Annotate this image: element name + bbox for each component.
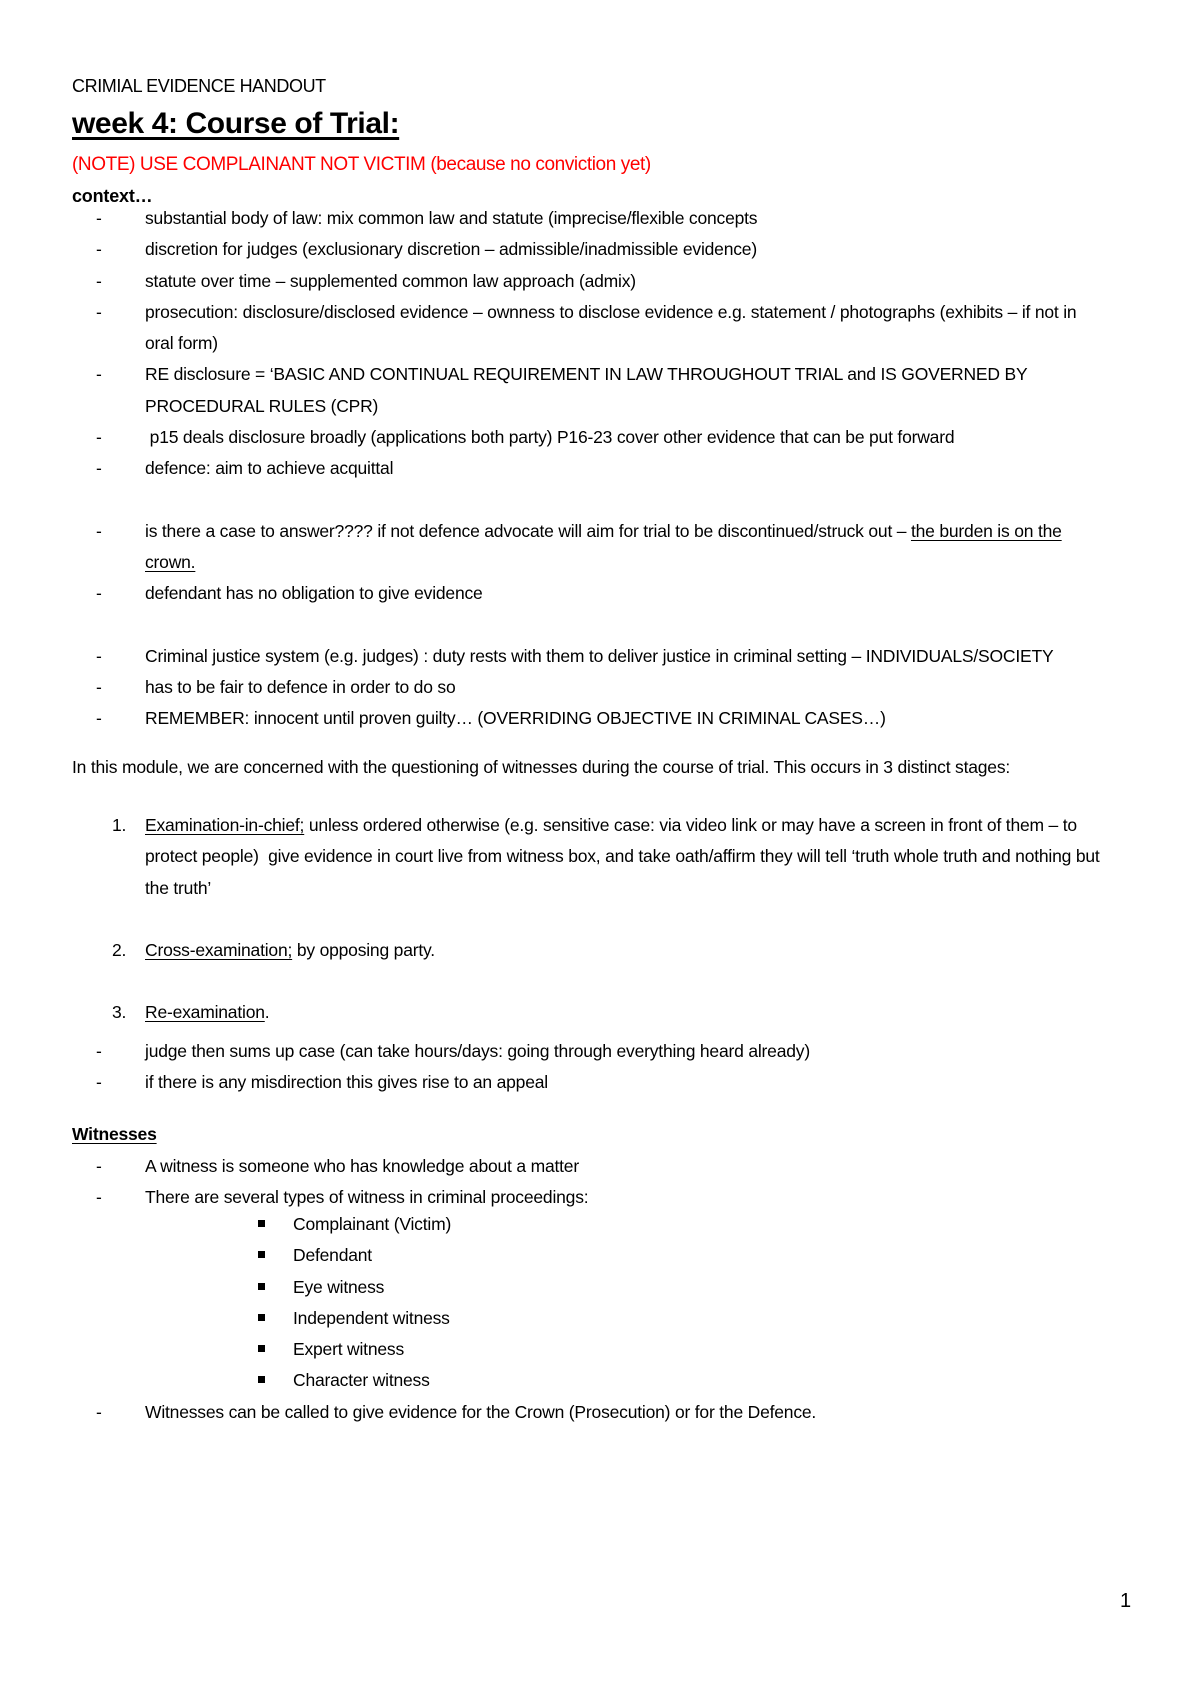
witness-type-item (255, 1209, 451, 1240)
list-item-text: discretion for judges (exclusionary discretion – admissible/inadmissible evidence) (145, 239, 757, 260)
square-bullet-icon (258, 1376, 265, 1383)
stage-label: Examination-in-chief; (145, 815, 305, 835)
list-item-text: Criminal justice system (e.g. judges) : duty rests with them to deliver justice in criminal setting – INDIVIDUALS/SOCIETY (145, 645, 1054, 666)
dash-bullet: - (96, 645, 102, 666)
stage-item (96, 935, 1136, 966)
list-item (96, 1036, 1136, 1067)
list-item-text: is there a case to answer???? if not defence advocate will aim for trial to be discontinued/struck out – (145, 520, 911, 541)
list-item (96, 359, 1136, 422)
dash-bullet: - (96, 1072, 102, 1093)
square-bullet-icon (258, 1220, 265, 1227)
list-item (96, 516, 1136, 579)
stage-item (96, 997, 1136, 1028)
dash-bullet: - (96, 1187, 102, 1208)
list-item (96, 641, 1136, 672)
list-item-text: judge then sums up case (can take hours/days: going through everything heard already) (145, 1041, 810, 1061)
stage-text: unless ordered otherwise (e.g. sensitive case: via video link or may have a screen in front of them – to protect people) give evidence in court live from witness box, and take oath/affirm they will tell ‘truth whole truth and nothing but the truth’ (145, 815, 1105, 898)
witness-type-text: Defendant (293, 1245, 372, 1266)
witness-type-text: Character witness (293, 1370, 430, 1391)
list-item (96, 453, 1136, 484)
dash-bullet: - (96, 1041, 102, 1061)
list-item-text: Witnesses can be called to give evidence for the Crown (Prosecution) or for the Defence. (145, 1402, 817, 1422)
list-item-text: There are several types of witness in criminal proceedings: (145, 1187, 589, 1208)
list-item (96, 266, 1136, 297)
stage-number: 3. (112, 1002, 127, 1023)
dash-bullet: - (96, 270, 102, 291)
witness-final-list (96, 1397, 1136, 1428)
witness-type-item (255, 1272, 451, 1303)
list-item (96, 672, 1136, 703)
stage-label: Cross-examination; (145, 939, 293, 960)
dash-bullet: - (96, 427, 102, 448)
list-item (96, 203, 1136, 234)
list-item (96, 578, 1136, 609)
dash-bullet: - (96, 301, 102, 322)
list-item-text: REMEMBER: innocent until proven guilty… (OVERRIDING OBJECTIVE IN CRIMINAL CASES…) (145, 708, 886, 729)
list-item (96, 1397, 1136, 1428)
list-item-text: p15 deals disclosure broadly (applications both party) P16-23 cover other evidence that can be put forward (145, 427, 955, 448)
stage-number: 2. (112, 939, 127, 960)
list-item-text: A witness is someone who has knowledge about a matter (145, 1156, 579, 1176)
context-list (96, 203, 1136, 734)
page-title: week 4: Course of Trial: (72, 107, 400, 140)
burden-underlined-text: the burden is on the crown. (145, 520, 1062, 572)
module-paragraph: In this module, we are concerned with the questioning of witnesses during the course of trial. This occurs in 3 distinct stages: (72, 757, 1011, 777)
list-item (96, 1151, 1136, 1182)
summing-list (96, 1036, 1136, 1099)
witness-intro-list (96, 1151, 1136, 1214)
list-item-text: has to be fair to defence in order to do so (145, 676, 456, 697)
dash-bullet: - (96, 520, 102, 541)
stage-label: Re-examination (145, 1002, 265, 1023)
list-item-text: defence: aim to achieve acquittal (145, 458, 394, 479)
list-item-text: defendant has no obligation to give evidence (145, 583, 483, 604)
list-item-text: prosecution: disclosure/disclosed evidence – ownness to disclose evidence e.g. statement / photographs (exhibits – if not in oral form) (145, 301, 1077, 354)
stage-text: . (264, 1002, 270, 1023)
stage-item (96, 810, 1136, 904)
witness-type-item (255, 1334, 451, 1365)
dash-bullet: - (96, 583, 102, 604)
square-bullet-icon (258, 1314, 265, 1321)
handout-header: CRIMIAL EVIDENCE HANDOUT (72, 76, 326, 96)
square-bullet-icon (258, 1251, 265, 1258)
dash-bullet: - (96, 708, 102, 729)
square-bullet-icon (258, 1345, 265, 1352)
dash-bullet: - (96, 364, 102, 385)
square-bullet-icon (258, 1283, 265, 1290)
complainant-note: (NOTE) USE COMPLAINANT NOT VICTIM (because no conviction yet) (72, 154, 651, 175)
witness-type-text: Expert witness (293, 1339, 404, 1360)
dash-bullet: - (96, 208, 102, 228)
list-item (96, 234, 1136, 265)
list-item (96, 1182, 1136, 1213)
witness-type-item (255, 1365, 451, 1396)
list-item-text: statute over time – supplemented common law approach (admix) (145, 270, 636, 291)
list-item (96, 703, 1136, 734)
list-item-text: if there is any misdirection this gives rise to an appeal (145, 1072, 548, 1093)
list-item (96, 297, 1136, 360)
dash-bullet: - (96, 1402, 102, 1422)
stages-list (96, 810, 1136, 1028)
dash-bullet: - (96, 676, 102, 697)
dash-bullet: - (96, 239, 102, 260)
stage-text: by opposing party. (292, 939, 435, 960)
list-item-text: RE disclosure = ‘BASIC AND CONTINUAL REQUIREMENT IN LAW THROUGHOUT TRIAL and IS GOVERNED BY PROCEDURAL RULES (CPR) (145, 364, 1028, 416)
list-item (96, 422, 1136, 453)
witness-type-text: Complainant (Victim) (293, 1214, 452, 1234)
context-label: context… (72, 186, 153, 206)
witness-type-item (255, 1240, 451, 1271)
witness-type-text: Eye witness (293, 1276, 385, 1297)
dash-bullet: - (96, 1156, 102, 1176)
witnesses-heading: Witnesses (72, 1124, 157, 1144)
stage-number: 1. (112, 815, 127, 835)
witness-type-text: Independent witness (293, 1307, 450, 1328)
page-number: 1 (1120, 1590, 1131, 1612)
witness-types-list (255, 1209, 451, 1397)
dash-bullet: - (96, 458, 102, 479)
list-item (96, 1067, 1136, 1098)
witness-type-item (255, 1303, 451, 1334)
list-item-text: substantial body of law: mix common law and statute (imprecise/flexible concepts (145, 208, 758, 228)
